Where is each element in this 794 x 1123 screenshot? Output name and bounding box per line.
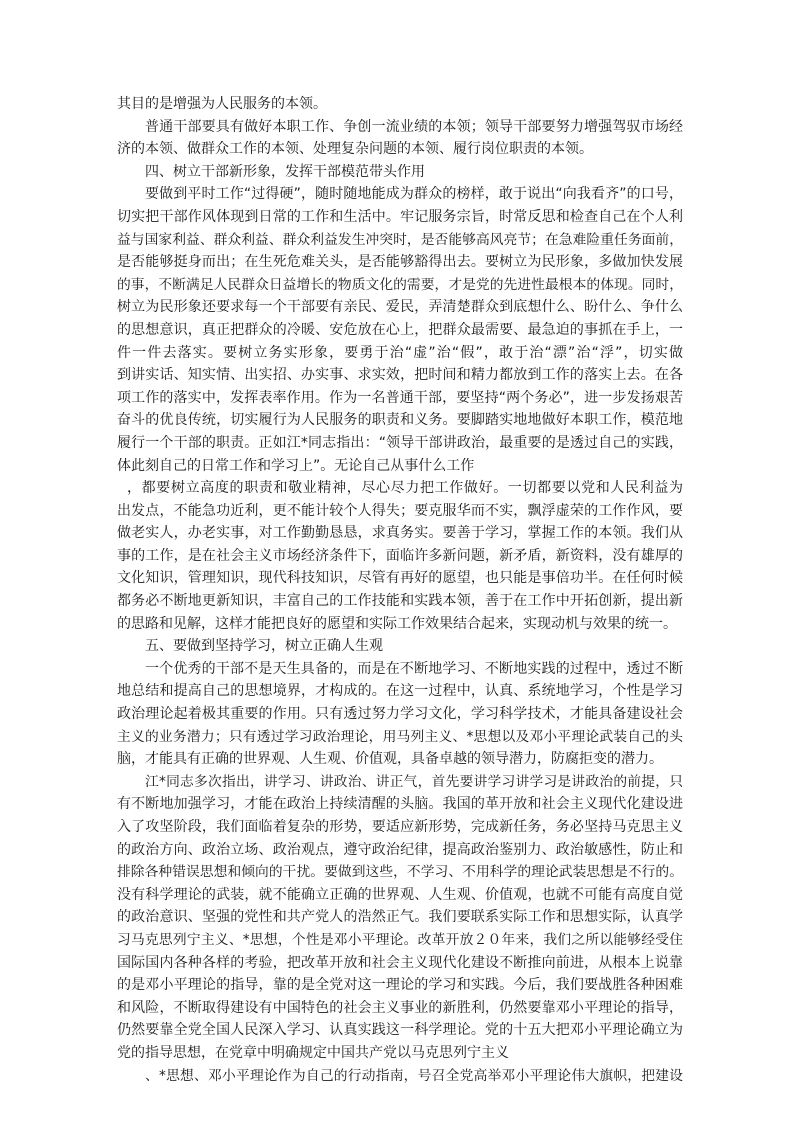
document-body [117, 93, 683, 1087]
text-line: 江*同志多次指出，讲学习、讲政治、讲正气，首先要讲学习讲学习是讲政治的前提，只 [145, 773, 683, 790]
text-line: 是否能够挺身而出；在生死危难关头，是否能够豁得出去。要树立为民形象，多做加快发展 [117, 254, 683, 271]
text-line: 树立为民形象还要求每一个干部要有亲民、爱民，弄清楚群众到底想什么、盼什么、争什么 [117, 299, 683, 316]
text-line: 奋斗的优良传统，切实履行为人民服务的职责和义务。要脚踏实地地做好本职工作，模范地 [117, 412, 683, 429]
text-line: 的思路和见解，这样才能把良好的愿望和实际工作效果结合起来，实现动机与效果的统一。 [117, 615, 677, 632]
text-line: 的思想意识，真正把群众的冷暖、安危放在心上，把群众最需要、最急迫的事抓在手上，一 [117, 321, 683, 338]
text-line: 体此刻自己的日常工作和学习上”。无论自己从事什么工作 [117, 457, 475, 474]
text-line: 排除各种错误思想和倾向的干扰。要做到这些，不学习、不用科学的理论武装思想是不行的。 [117, 864, 683, 881]
text-line: 仍然要靠全党全国人民深入学习、认真实践这一科学理论。党的十五大把邓小平理论确立为 [117, 1022, 683, 1039]
text-line: 四、树立干部新形象，发挥干部模范带头作用 [145, 163, 425, 180]
text-line: 没有科学理论的武装，就不能确立正确的世界观、人生观、价值观，也就不可能有高度自觉 [117, 886, 683, 903]
text-line: 、*思想、邓小平理论作为自己的行动指南，号召全党高举邓小平理论伟大旗帜，把建设 [145, 1067, 683, 1084]
text-line: 益与国家利益、群众利益、群众利益发生冲突时，是否能够高风亮节；在急难险重任务面前， [117, 231, 683, 248]
text-line: 到讲实话、知实情、出实招、办实事、求实效，把时间和精力都放到工作的落实上去。在各 [117, 367, 683, 384]
text-line: 项工作的落实中，发挥表率作用。作为一名普通干部，要坚持“两个务必”，进一步发扬艰苦 [117, 389, 683, 406]
text-line: 切实把干部作风体现到日常的工作和生活中。牢记服务宗旨，时常反思和检查自己在个人利 [117, 208, 683, 225]
text-line: 国际国内各种各样的考验，把改革开放和社会主义现代化建设不断推向前进，从根本上说靠 [117, 954, 683, 971]
text-line: 党的指导思想，在党章中明确规定中国共产党以马克思列宁主义 [117, 1044, 509, 1061]
text-line: 地总结和提高自己的思想境界，才构成的。在这一过程中，认真、系统地学习，个性是学习 [117, 683, 683, 700]
text-line: 有不断地加强学习，才能在政治上持续清醒的头脑。我国的革开放和社会主义现代化建设进 [117, 796, 683, 813]
text-line: 出发点，不能急功近利，更不能计较个人得失；要克服华而不实，飘浮虚荣的工作作风，要 [117, 502, 683, 519]
text-line: 入了攻坚阶段，我们面临着复杂的形势，要适应新形势，完成新任务，务必坚持马克思主义 [117, 819, 683, 835]
text-line: 其目的是增强为人民服务的本领。 [117, 96, 327, 112]
text-line: 习马克思列宁主义、*思想，个性是邓小平理论。改革开放２０年来，我们之所以能够经受住 [117, 931, 683, 948]
text-line: 政治理论起着极其重要的作用。只有透过努力学习文化，学习科学技术，才能具备建设社会 [117, 706, 683, 723]
text-line: 的事，不断满足人民群众日益增长的物质文化的需要，才是党的先进性最根本的体现。同时， [117, 276, 683, 293]
text-line: 普通干部要具有做好本职工作、争创一流业绩的本领；领导干部要努力增强驾驭市场经 [145, 118, 683, 135]
text-line: 做老实人，办老实事，对工作勤勤恳恳，求真务实。要善于学习，掌握工作的本领。我们从 [117, 525, 683, 542]
text-line: 文化知识，管理知识，现代科技知识，尽管有再好的愿望，也只能是事倍功半。在任何时候 [117, 570, 683, 587]
text-line: 的政治意识、坚强的党性和共产党人的浩然正气。我们要联系实际工作和思想实际，认真学 [117, 909, 683, 926]
text-line: 事的工作，是在社会主义市场经济条件下，面临许多新问题，新矛盾，新资料，没有雄厚的 [117, 547, 683, 564]
text-line: 的政治方向、政治立场、政治观点，遵守政治纪律，提高政治鉴别力、政治敏感性，防止和 [117, 841, 683, 858]
text-line: 和风险，不断取得建设有中国特色的社会主义事业的新胜利，仍然要靠邓小平理论的指导， [117, 999, 683, 1016]
text-line: 五、要做到坚持学习，树立正确人生观 [145, 638, 383, 655]
text-line: 要做到平时工作“过得硬”，随时随地能成为群众的榜样，敢于说出“向我看齐”的口号， [145, 186, 683, 203]
text-line: 的是邓小平理论的指导，靠的是全党对这一理论的学习和实践。今后，我们要战胜各种困难 [117, 977, 683, 994]
text-line: 都务必不断地更新知识，丰富自己的工作技能和实践本领，善于在工作中开拓创新，提出新 [117, 593, 683, 610]
text-line: 件一件去落实。要树立务实形象，要勇于治“虚”治“假”，敢于治“漂”治“浮”，切实做 [117, 344, 683, 361]
text-line: 脑，才能具有正确的世界观、人生观、价值观，具备卓越的领导潜力，防腐拒变的潜力。 [117, 751, 663, 768]
text-line: 一个优秀的干部不是天生具备的，而是在不断地学习、不断地实践的过程中，透过不断 [145, 660, 683, 677]
text-line: 履行一个干部的职责。正如江*同志指出：“领导干部讲政治，最重要的是透过自己的实践， [117, 434, 683, 451]
text-line: 主义的业务潜力；只有透过学习政治理论，用马列主义、*思想以及邓小平理论武装自己的头 [117, 728, 683, 745]
text-line: ，都要树立高度的职责和敬业精神，尽心尽力把工作做好。一切都要以党和人民利益为 [127, 480, 683, 497]
text-line: 济的本领、做群众工作的本领、处理复杂问题的本领、履行岗位职责的本领。 [117, 141, 593, 158]
